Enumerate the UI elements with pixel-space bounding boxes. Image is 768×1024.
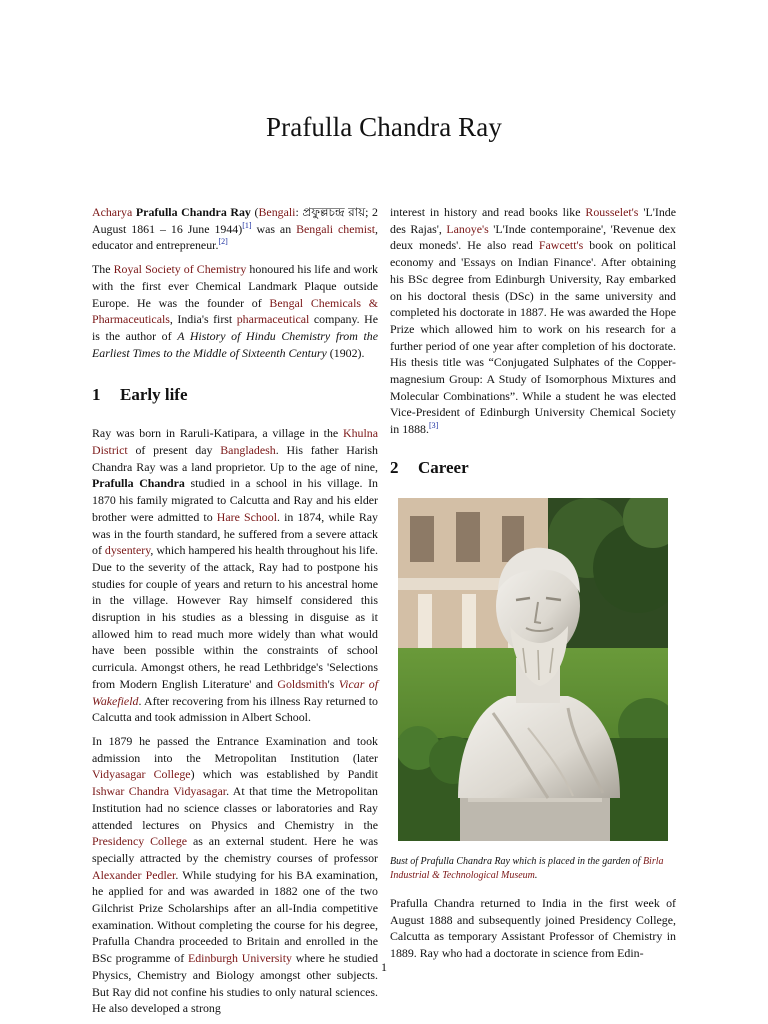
- citation-2-link[interactable]: [2]: [218, 237, 228, 247]
- section-title: Career: [418, 457, 469, 477]
- text: (1902).: [326, 345, 365, 360]
- text: book on political economy and 'Essays on Indian Finance'. After obtaining his BSc degree from Edinburgh University, Ray embarked on his doctoral thesis (DSc) in the same university and completed his doctorate in 1887. He was awarded the Hope Prize which allowed him to work on his research for a further period of one year after completion of his doctorate. His thesis title was “Conjugated Sulphates of the Copper-magnesium Group: A Study of Isomorphous Mixtures and Molecular Combinations”. While a student he was elected Vice-President of Edinburgh University Chemical Society in 1888.: [390, 238, 677, 437]
- text: , educator and entrepreneur.: [92, 221, 378, 253]
- bold-name: Prafulla Chandra: [92, 476, 185, 491]
- text: interest in history and read books like: [390, 205, 586, 219]
- link-vidyasagar-college[interactable]: Vidyasagar College: [92, 767, 191, 782]
- intro-paragraph-1: [92, 204, 378, 254]
- bust-photo[interactable]: [398, 498, 668, 841]
- page-title: Prafulla Chandra Ray: [266, 112, 502, 142]
- section-title: Early life: [120, 385, 188, 405]
- text: The: [92, 262, 114, 277]
- link-edinburgh-university[interactable]: Edinburgh University: [187, 951, 292, 966]
- link-bangladesh[interactable]: Bangladesh: [220, 443, 276, 458]
- citation-1-link[interactable]: [1]: [242, 220, 252, 230]
- subject-name: Prafulla Chandra Ray: [135, 205, 251, 219]
- text: , which hampered his health throughout his life. Due to the severity of the attack, Ray had to postpone his studies for couple of years and return to his ancestral home in the village. However Ray himself considered this disruption in his studies as a blessing in disguise as it allowed him to read much more widely than what would have been possible within the constraints of school curricula. Amongst others, he read Lethbridge's 'Selections from Modern English Literature' and: [92, 543, 378, 691]
- left-column: [92, 204, 378, 1024]
- link-goldsmith[interactable]: Goldsmith: [277, 676, 328, 691]
- text: where he studied Physics, Chemistry and Biology amongst other subjects. But Ray did not confine his studies to only natural sciences. He also developed a strong: [92, 951, 379, 1016]
- text: . His father Harish Chandra Ray was a land proprietor. Up to the age of nine,: [92, 443, 378, 474]
- caption-text: Bust of Prafulla Chandra Ray which is placed in the garden of: [390, 855, 643, 867]
- link-acharya[interactable]: Acharya: [92, 205, 133, 219]
- link-rousselet[interactable]: Rousselet's: [585, 205, 639, 219]
- link-dysentery[interactable]: dysentery: [104, 543, 151, 558]
- citation-2[interactable]: [218, 237, 227, 246]
- page-number: 1: [381, 960, 387, 974]
- section-number: 2: [390, 457, 399, 477]
- text: studied in a school in his village. In 1870 his family migrated to Calcutta and Ray and his elder brother were admitted to: [92, 476, 378, 524]
- citation-3[interactable]: [429, 421, 438, 430]
- citation-3-link[interactable]: [3]: [428, 421, 439, 431]
- text: In 1879 he passed the Entrance Examination and took admission into the Metropolitan Institution (later: [92, 733, 378, 765]
- text: 's: [327, 676, 339, 691]
- right-column: [390, 204, 676, 969]
- text: as an external student. Here he was specially attracted by the chemistry courses of professor: [92, 834, 378, 865]
- bust-figure: [390, 498, 676, 883]
- link-royal-society-of-chemistry[interactable]: Royal Society of Chemistry: [113, 262, 247, 277]
- section-heading-early-life: [92, 385, 378, 405]
- link-birla-museum[interactable]: Birla Industrial & Technological Museum: [390, 855, 664, 881]
- link-khulna-district[interactable]: Khulna District: [92, 426, 378, 458]
- text: honoured his life and work with the first ever Chemical Landmark Plaque outside Europe. He was the founder of: [92, 262, 378, 310]
- text: .: [534, 869, 538, 881]
- text: Ray was born in Raruli-Katipara, a village in the: [92, 426, 343, 441]
- link-lanoye[interactable]: Lanoye's: [446, 221, 489, 236]
- text: ) which was established by Pandit: [190, 767, 378, 782]
- text: company. He is the author of: [92, 312, 378, 343]
- section-heading-career: [390, 458, 676, 478]
- text: , India's first: [169, 312, 237, 327]
- text: 'L'Inde des Rajas',: [390, 205, 676, 236]
- text: of present day: [127, 443, 221, 458]
- early-life-continued-paragraph: [390, 204, 676, 438]
- early-life-paragraph-1: [92, 425, 378, 726]
- text: . After recovering from his illness Ray returned to Calcutta and took admission in Albert School.: [92, 693, 378, 725]
- career-paragraph-1: Prafulla Chandra returned to India in the first week of August 1888 and subsequently joined Presidency College, Calcutta as temporary Assistant Professor of Chemistry in 1889. Ray who had a doctorate in science from Edin-: [390, 895, 676, 960]
- section-number: 1: [92, 385, 101, 405]
- vicar-title[interactable]: Vicar of Wakefield: [92, 676, 378, 708]
- link-presidency-college[interactable]: Presidency College: [92, 834, 188, 849]
- text: (: [250, 205, 259, 219]
- figure-caption: [390, 855, 676, 883]
- bengali-name-and-dates: : প্রফুল্লচন্দ্র রায়; 2 August 1861 – 16 June 1944): [92, 205, 378, 236]
- text: . While studying for his BA examination, he applied for and was awarded in 1882 one of the two Gilchrist Prize Scholarships after an all-India competitive examination. Without completing the course for his degree, Prafulla Chandra proceeded to Britain and enrolled in the BSc programme of: [92, 867, 378, 966]
- link-bengali[interactable]: Bengali: [258, 205, 296, 219]
- link-ishwar-chandra-vidyasagar[interactable]: Ishwar Chandra Vidyasagar: [92, 784, 227, 799]
- intro-paragraph-2: [92, 261, 378, 361]
- text: . in 1874, while Ray was in the fourth standard, he suffered from a severe attack of: [92, 509, 378, 558]
- link-bengal-chemicals[interactable]: Bengal Chemicals & Pharmaceuticals: [92, 295, 378, 327]
- link-alexander-pedler[interactable]: Alexander Pedler: [92, 867, 176, 882]
- book-title: A History of Hindu Chemistry from the Earliest Times to the Middle of Sixteenth Century: [92, 328, 378, 360]
- text: . At that time the Metropolitan Institution had no science classes or laboratories and Ray attended lectures on Physics and Chemistry in the: [92, 784, 378, 832]
- link-pharmaceutical[interactable]: pharmaceutical: [236, 312, 310, 327]
- text: was an: [251, 221, 297, 236]
- link-fawcett[interactable]: Fawcett's: [538, 238, 584, 253]
- link-bengali-chemist[interactable]: Bengali chemist: [296, 221, 376, 236]
- link-hare-school[interactable]: Hare School: [216, 509, 277, 524]
- text: 'L'Inde contemporaine', 'Revenue dex deux moneds'. He also read: [390, 221, 677, 253]
- citation-1[interactable]: [242, 221, 251, 230]
